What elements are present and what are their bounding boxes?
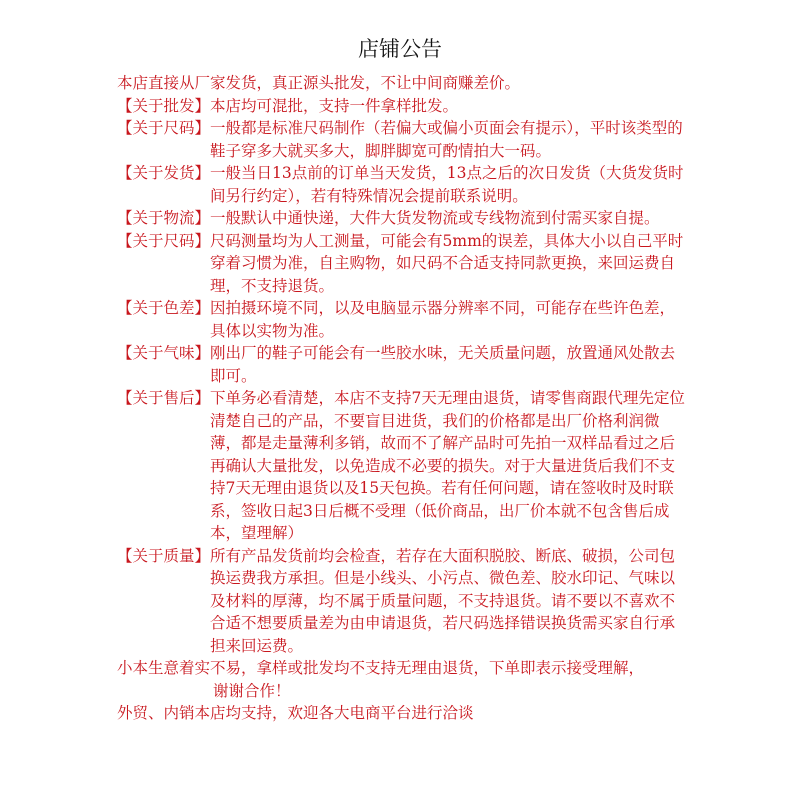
notice-intro: 本店直接从厂家发货，真正源头批发，不让中间商赚差价。 (117, 74, 521, 92)
notice-item-tag: 【关于质量】 (117, 546, 211, 565)
notice-item-tag: 【关于尺码】 (117, 119, 211, 137)
notice-title: 店铺公告 (358, 37, 442, 61)
notice-item-text: 一般都是标准尺码制作（若偏大或偏小页面会有提示），平时该类型的鞋子穿多大就买多大，脚胖脚宽可酌情拍大一码。 (210, 119, 683, 160)
notice-item-text: 下单务必看清楚，本店不支持7天无理由退货，请零售商跟代理先定位清楚自己的产品，不要盲目进货，我们的价格都是出厂价格利润微薄，都是走量薄利多销，故而不了解产品时可先拍一双样品看过之后再确认大量批发，以免造成不必要的损失。对于大量进货后我们不支持7天无理由退货以及15天包换。若有任何问题，请在签收时及时联系，签收日起3日后概不受理（低价商品，出厂价本就不包含售后成本，望理解） (210, 389, 685, 542)
notice-item-quality (117, 545, 687, 658)
notice-item-tag: 【关于发货】 (117, 164, 211, 182)
notice-item-odor (117, 342, 687, 387)
notice-closing-line1: 小本生意着实不易，拿样或批发均不支持无理由退货，下单即表示接受理解， (117, 659, 645, 677)
notice-item-size (117, 117, 687, 162)
notice-item-color (117, 297, 687, 342)
notice-content (117, 72, 687, 725)
notice-final: 外贸、内销本店均支持，欢迎各大电商平台进行洽谈 (117, 704, 474, 722)
notice-item-wholesale (117, 95, 687, 118)
notice-item-size-measure (117, 230, 687, 298)
notice-item-tag: 【关于批发】 (117, 96, 211, 115)
notice-item-logistics (117, 207, 687, 230)
notice-item-text: 一般当日13点前的订单当天发货，13点之后的次日发货（大货发货时间另行约定），若有特殊情况会提前联系说明。 (210, 164, 684, 205)
notice-item-text: 因拍摄环境不同，以及电脑显示器分辨率不同，可能存在些许色差，具体以实物为准。 (210, 299, 676, 340)
notice-item-text: 刚出厂的鞋子可能会有一些胶水味，无关质量问题，放置通风处散去即可。 (210, 344, 676, 385)
notice-item-after-sales (117, 387, 687, 545)
notice-item-tag: 【关于色差】 (117, 299, 211, 317)
notice-item-tag: 【关于尺码】 (117, 231, 211, 250)
notice-item-tag: 【关于物流】 (117, 209, 211, 227)
notice-closing-line2: 谢谢合作！ (213, 681, 291, 700)
notice-item-text: 一般默认中通快递，大件大货发物流或专线物流到付需买家自提。 (210, 209, 660, 227)
notice-item-tag: 【关于气味】 (117, 344, 211, 362)
notice-item-text: 所有产品发货前均会检查，若存在大面积脱胶、断底、破损，公司包换运费我方承担。但是小线头、小污点、微色差、胶水印记、气味以及材料的厚薄，均不属于质量问题，不支持退货。请不要以不喜欢不合适不想要质量差为由申请退货，若尺码选择错误换货需买家自行承担来回运费。 (210, 546, 676, 655)
notice-item-shipping (117, 162, 687, 207)
notice-item-tag: 【关于售后】 (117, 389, 211, 407)
notice-item-text: 尺码测量均为人工测量，可能会有5mm的误差，具体大小以自己平时穿着习惯为准，自主购物，如尺码不合适支持同款更换，来回运费自理，不支持退货。 (210, 231, 684, 295)
notice-item-text: 本店均可混批，支持一件拿样批发。 (210, 96, 459, 115)
